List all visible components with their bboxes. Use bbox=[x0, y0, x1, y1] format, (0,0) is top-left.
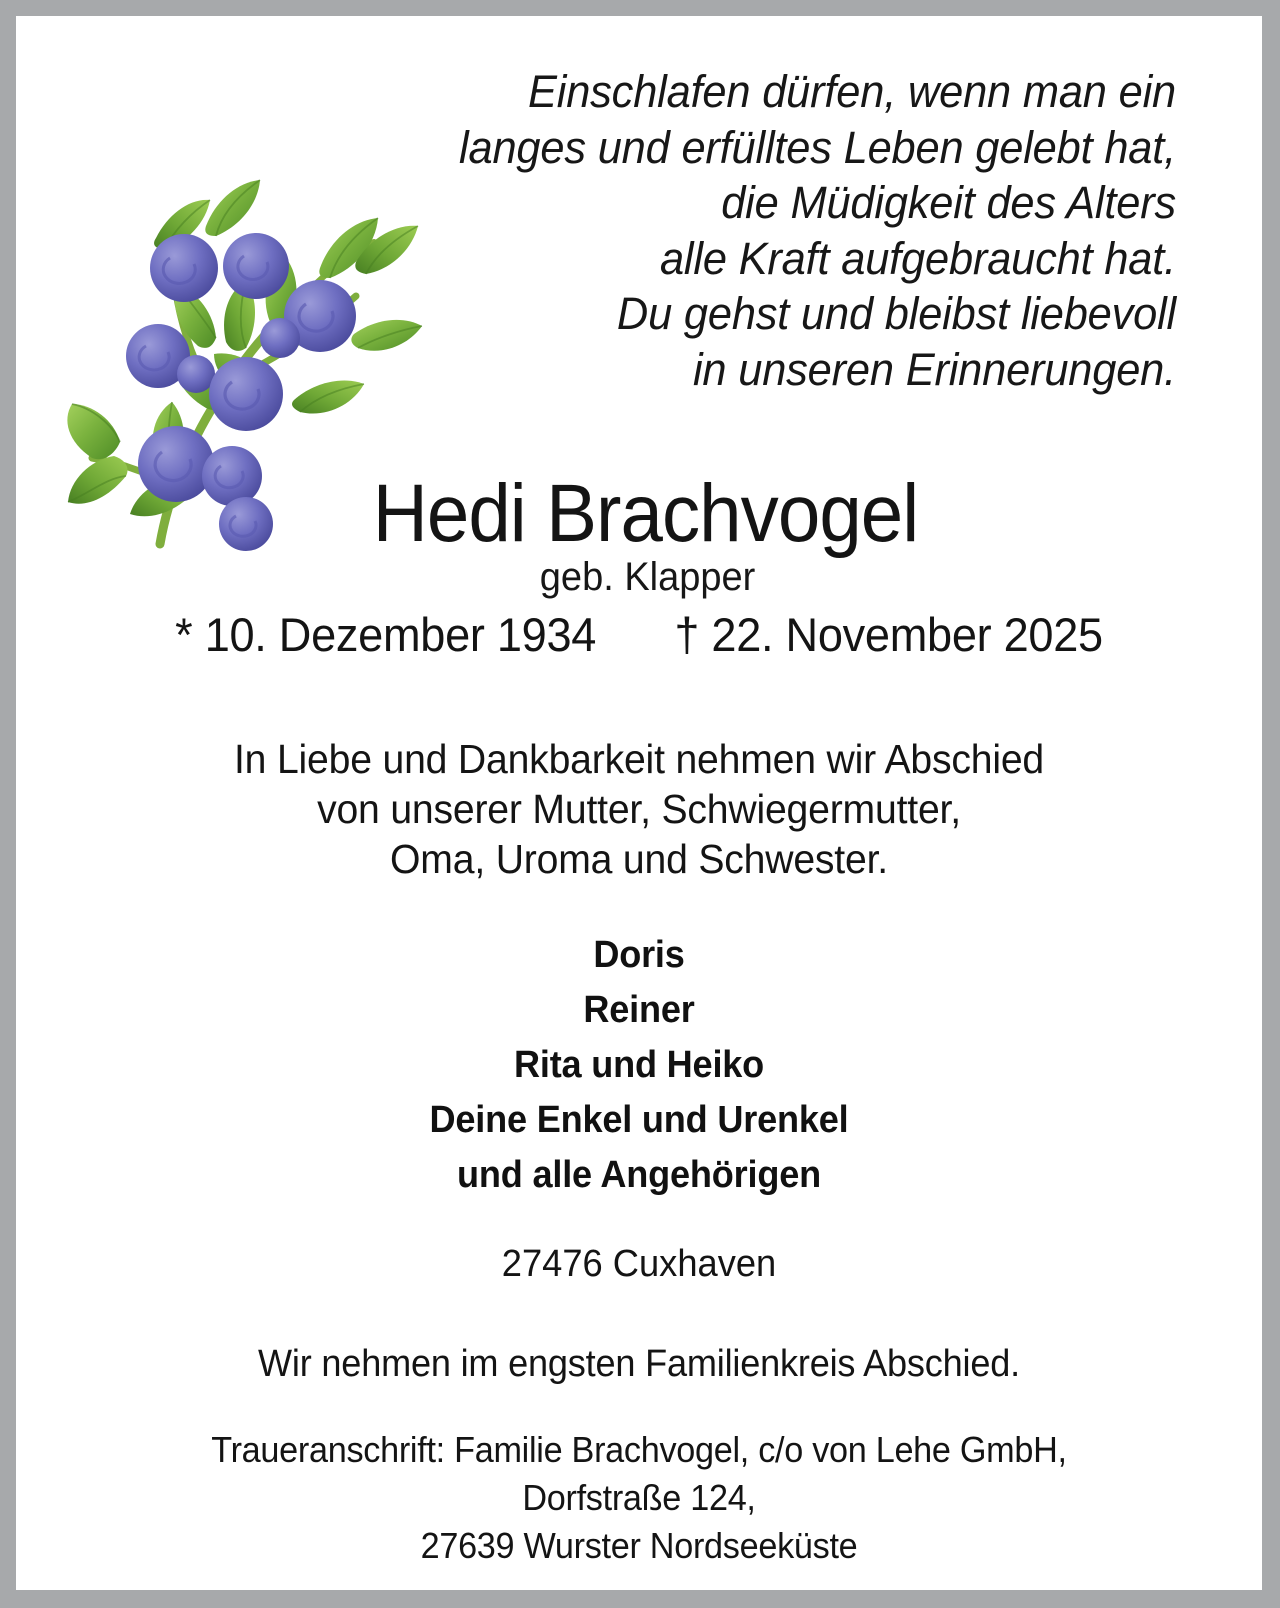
mourning-address-line: 27639 Wurster Nordseeküste bbox=[420, 1525, 858, 1566]
farewell-message bbox=[44, 734, 1234, 884]
verse-line: Einschlafen dürfen, wenn man ein bbox=[527, 66, 1176, 117]
mourning-address bbox=[47, 1426, 1231, 1570]
mourning-address-line: Traueranschrift: Familie Brachvogel, c/o von Lehe GmbH, bbox=[211, 1429, 1067, 1470]
obituary-card bbox=[16, 16, 1262, 1590]
verse-line: in unseren Erinnerungen. bbox=[692, 343, 1176, 395]
mourner-name: Rita und Heiko bbox=[513, 1044, 765, 1086]
private-ceremony-note: Wir nehmen im engsten Familienkreis Abschied. bbox=[258, 1343, 1020, 1385]
birth-date: 10. Dezember 1934 bbox=[204, 608, 597, 661]
death-date: 22. November 2025 bbox=[711, 608, 1103, 661]
deceased-name: Hedi Brachvogel bbox=[372, 468, 919, 559]
farewell-line: In Liebe und Dankbarkeit nehmen wir Abschied bbox=[233, 736, 1045, 782]
mourner-name: Reiner bbox=[583, 989, 695, 1031]
verse-line: die Müdigkeit des Alters bbox=[721, 177, 1176, 228]
farewell-line: von unserer Mutter, Schwiegermutter, bbox=[317, 786, 961, 832]
verse-line: Du gehst und bleibst liebevoll bbox=[616, 288, 1176, 339]
memorial-verse bbox=[375, 64, 1176, 397]
location-line: 27476 Cuxhaven bbox=[501, 1243, 777, 1285]
verse-line: alle Kraft aufgebraucht hat. bbox=[659, 232, 1176, 284]
deceased-name-block bbox=[16, 468, 1262, 661]
mourner-name: Deine Enkel und Urenkel bbox=[429, 1099, 849, 1141]
mourners-list bbox=[47, 928, 1231, 1203]
life-dates bbox=[41, 609, 1237, 661]
mourner-name: Doris bbox=[593, 934, 685, 976]
maiden-name: geb. Klapper bbox=[539, 555, 756, 599]
death-symbol: † bbox=[674, 608, 700, 661]
mourner-name: und alle Angehörigen bbox=[457, 1154, 821, 1196]
birth-symbol: * bbox=[175, 608, 193, 661]
mourning-address-line: Dorfstraße 124, bbox=[522, 1477, 756, 1518]
farewell-line: Oma, Uroma und Schwester. bbox=[390, 836, 888, 882]
verse-line: langes und erfülltes Leben gelebt hat, bbox=[459, 121, 1176, 173]
